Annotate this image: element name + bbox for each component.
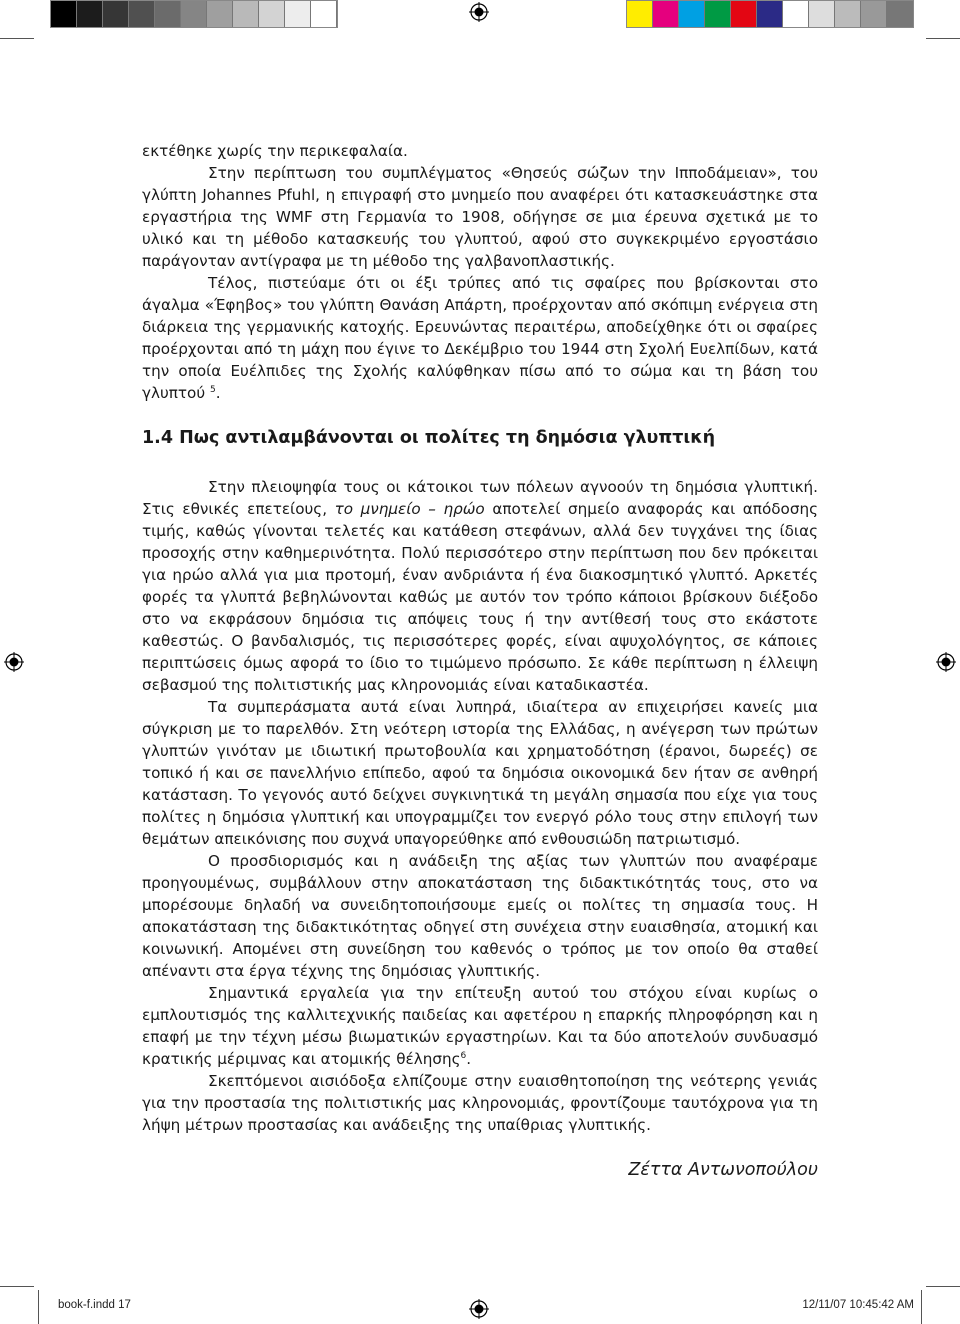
footnote-ref-5: 5: [209, 384, 216, 395]
paragraph-efivos: [142, 272, 818, 404]
crop-mark: [926, 38, 960, 39]
paragraph-4-end: .: [466, 1050, 472, 1068]
color-swatch: [627, 1, 653, 27]
paragraph-2: Τα συμπεράσματα αυτά είναι λυπηρά, ιδιαίτερα αν επιχειρήσει κανείς μια σύγκριση με το παρελθόν. Στη νεότερη ιστορία της Ελλάδας, η ανέγερση των πρώτων γλυπτών γινόταν με ιδιωτική πρωτοβουλία και χρηματοδότηση (έρανοι, δωρεές) σε τοπικό ή και σε πανελλήνιο επίπεδο, αφού τα δημόσια οικονομικά δεν ήταν σε ανθηρή κατάσταση. Το γεγονός αυτό δείχνει συγκινητικά τη μεγάλη σημασία που είχε για τους πολίτες η δημόσια γλυπτική και υπογραμμίζει τον ενεργό ρόλο τους στην επιλογή των θεμάτων απεικόνισης που συχνά υπαγορεύθηκε από ενθουσιώδη πατριωτισμό.: [142, 698, 818, 848]
paragraph-efivos-text: Τέλος, πιστεύαμε ότι οι έξι τρύπες από τις σφαίρες που βρίσκονται στο άγαλμα «Έφηβος» του γλύπτη Θανάση Απάρτη, προέρχονταν από σκόπιμη ενέργεια στη διάρκεια της γερμανικής κατοχής. Ερευνώντας περαιτέρω, αποδείχθηκε ότι οι σφαίρες προέρχονται από τη μάχη που έγινε το Δεκέμβριο του 1944 στη Σχολή Ευελπίδων, κατά την οποία Ευέλπιδες της Σχολής καλύφθηκαν πίσω από το σώμα και τη βάση του γλυπτού: [142, 274, 818, 402]
color-swatch: [757, 1, 783, 27]
color-swatch: [731, 1, 757, 27]
section-body: [142, 476, 818, 1136]
registration-mark-icon: [469, 2, 489, 22]
crop-mark: [926, 1286, 960, 1287]
color-swatch: [783, 1, 809, 27]
registration-mark-icon: [4, 652, 24, 672]
registration-mark-icon: [936, 652, 956, 672]
paragraph-pfuhl: Στην περίπτωση του συμπλέγματος «Θησεύς σώζων την Ιπποδάμειαν», του γλύπτη Johannes Pfuhl, η επιγραφή στο μνημείο που αναφέρει ότι κατασκευάστηκε στα εργαστήρια της WMF στη Γερμανία το 1908, οδήγησε σε μια έρευνα σχετικά με το υλικό και τη μέθοδο κατασκευής του γλυπτού, αφού στο συγκεκριμένο εργοστάσιο παράγονταν αντίγραφα με τη μέθοδο της γαλβανοπλαστικής.: [142, 164, 818, 270]
color-swatch: [705, 1, 731, 27]
color-swatch: [129, 1, 155, 27]
color-swatch: [311, 1, 337, 27]
paragraph-1-italic: το μνημείο – ηρώο: [334, 500, 485, 518]
slug-filename: book-f.indd 17: [58, 1299, 131, 1311]
crop-mark: [0, 38, 34, 39]
body-text-top: [142, 140, 818, 404]
paragraph-1-rest: αποτελεί σημείο αναφοράς και απόδοσης τιμής, καθώς γίνονται τελετές και κατάθεση στεφάνων, αλλά δεν τυγχάνει της ίδιας προσοχής στην καθημερινότητα. Πολύ περισσότερο στην περίπτωση που δεν πρόκειται για ηρώο αλλά για μια προτομή, έναν ανδριάντα ή ένα διακοσμητικό γλυπτό. Αρκετές φορές τα γλυπτά βεβηλώνονται καθώς με αυτόν τον τρόπο κάποιοι βρίσκουν διέξοδο στο να εκφράσουν δημόσια τις απόψεις τους ή την αντίθεσή τους στο εκάστοτε καθεστώς. Ο βανδαλισμός, τις περισσότερες φορές, είναι αψυχολόγητος, σε κάποιες περιπτώσεις όμως αφορά το ίδιο το τιμώμενο πρόσωπο. Σε κάθε περίπτωση η έλλειψη σεβασμού της πολιτιστικής μας κληρονομιάς είναι καταδικαστέα.: [142, 500, 818, 694]
paragraph-efivos-end: .: [215, 384, 221, 402]
color-swatch: [181, 1, 207, 27]
color-swatch: [285, 1, 311, 27]
paragraph-1-text: Στην πλειοψηφία τους οι κάτοικοι των πόλεων αγνοούν τη δημόσια γλυπτική. Στις εθνικές επετείους,: [142, 478, 818, 518]
color-swatch: [887, 1, 913, 27]
color-swatch: [233, 1, 259, 27]
color-swatch: [103, 1, 129, 27]
section-heading: 1.4 Πως αντιλαμβάνονται οι πολίτες τη δημόσια γλυπτική: [142, 428, 716, 448]
author-signature: Ζέττα Αντωνοπούλου: [628, 1160, 818, 1180]
color-swatch: [835, 1, 861, 27]
paragraph-3: Ο προσδιορισμός και η ανάδειξη της αξίας των γλυπτών που αναφέραμε προηγουμένως, συμβάλλουν στην αποκατάσταση της διδακτικότητάς τους, στο να μπορέσουμε δηλαδή να συνειδητοποιήσουμε εμείς οι πολίτες τη σημασία τους. Η αποκατάσταση της διδακτικότητας οδηγεί στη συνέχεια στην ευαισθησία, ατομική και κοινωνική. Απομένει στη συνείδηση του καθενός ο τρόπος με τον οποίο θα σταθεί απέναντι στα έργα τέχνης της δημόσιας γλυπτικής.: [142, 852, 818, 980]
color-swatch: [207, 1, 233, 27]
crop-mark: [0, 1286, 34, 1287]
paragraph-5: Σκεπτόμενοι αισιόδοξα ελπίζουμε στην ευαισθητοποίηση της νεότερης γενιάς για την προστασία της πολιτιστικής μας κληρονομιάς, φροντίζουμε ταυτόχρονα για τη λήψη μέτρων προστασίας και ανάδειξης της υπαίθριας γλυπτικής.: [142, 1072, 818, 1134]
crop-mark: [921, 1290, 922, 1324]
color-swatch: [861, 1, 887, 27]
color-swatch: [51, 1, 77, 27]
paragraph-4: [142, 982, 818, 1070]
color-swatch: [155, 1, 181, 27]
paragraph-1: [142, 476, 818, 696]
registration-mark-icon: [469, 1299, 489, 1319]
slug-datetime: 12/11/07 10:45:42 AM: [802, 1299, 914, 1311]
paragraph-4-text: Σημαντικά εργαλεία για την επίτευξη αυτού του στόχου είναι κυρίως ο εμπλουτισμός της καλλιτεχνικής παιδείας και αφετέρου η επαρκής πληροφόρηση και η επαφή με την τέχνη μέσω βιωματικών εργαστηρίων. Και τα δύο αποτελούν συνδυασμό κρατικής μέριμνας και ατομικής θέλησης: [142, 984, 818, 1068]
color-swatch: [679, 1, 705, 27]
color-swatch: [653, 1, 679, 27]
process-color-bar: [626, 0, 914, 28]
intro-line: εκτέθηκε χωρίς την περικεφαλαία.: [142, 142, 408, 160]
color-swatch: [77, 1, 103, 27]
grayscale-color-bar: [50, 0, 338, 28]
crop-mark: [38, 1290, 39, 1324]
color-swatch: [809, 1, 835, 27]
footnote-ref-6: 6: [460, 1050, 467, 1061]
color-swatch: [259, 1, 285, 27]
